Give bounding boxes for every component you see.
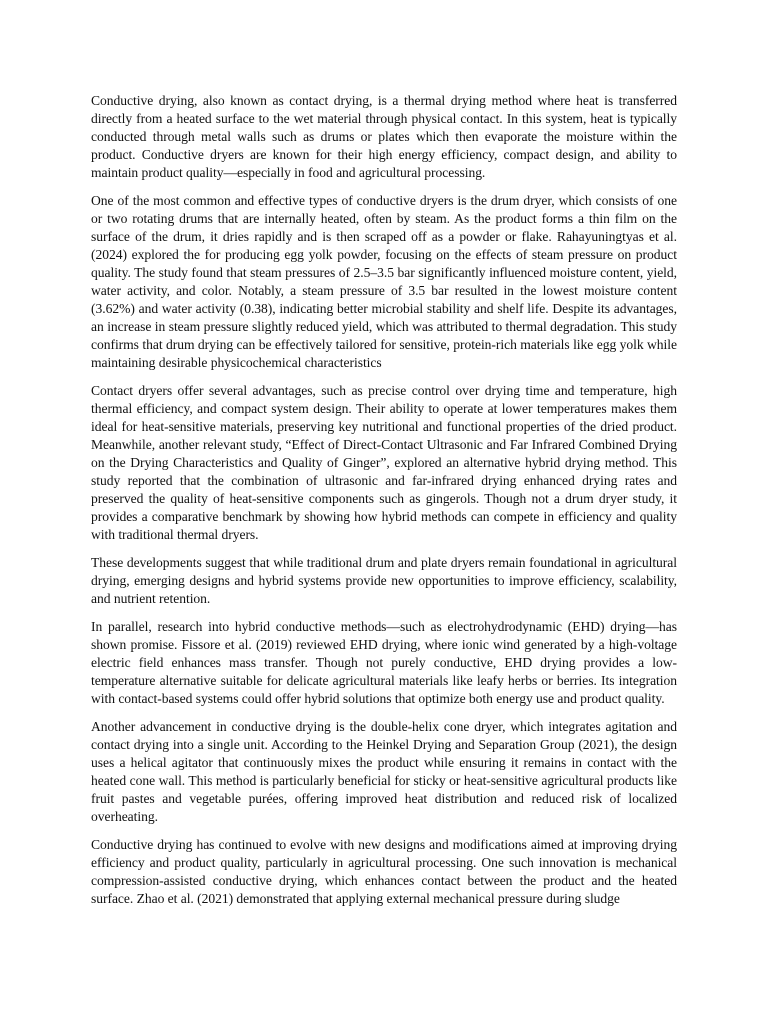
paragraph-mechanical-compression: Conductive drying has continued to evolve with new designs and modifications aimed at improving drying efficiency and product quality, particularly in agricultural processing. One such innovation is mechanical compression-assisted conductive drying, which enhances contact between the product and the heated surface. Zhao et al. (2021) demonstrated that applying external mechanical pressure during sludge: [91, 837, 677, 906]
paragraph-contact-dryer-advantages: Contact dryers offer several advantages, such as precise control over drying time and temperature, high thermal efficiency, and compact system design. Their ability to operate at lower temperatures makes them ideal for heat-sensitive materials, preserving key nutritional and functional properties of the dried product. Meanwhile, another relevant study, “Effect of Direct-Contact Ultrasonic and Far Infrared Combined Drying on the Drying Characteristics and Quality of Ginger”, explored an alternative hybrid drying method. This study reported that the combination of ultrasonic and far-infrared drying enhanced drying rates and preserved the quality of heat-sensitive components such as gingerols. Though not a drum dryer study, it provides a comparative benchmark by showing how hybrid methods can compete in efficiency and quality with traditional thermal dryers.: [91, 383, 677, 542]
document-body: [91, 92, 677, 908]
paragraph-conductive-drying-intro: Conductive drying, also known as contact drying, is a thermal drying method where heat is transferred directly from a heated surface to the wet material through physical contact. In this system, heat is typically conducted through metal walls such as drums or plates which then evaporate the moisture within the product. Conductive dryers are known for their high energy efficiency, compact design, and ability to maintain product quality—especially in food and agricultural processing.: [91, 93, 677, 180]
paragraph-double-helix-cone-dryer: Another advancement in conductive drying is the double-helix cone dryer, which integrates agitation and contact drying into a single unit. According to the Heinkel Drying and Separation Group (2021), the design uses a helical agitator that continuously mixes the product while ensuring it remains in contact with the heated cone wall. This method is particularly beneficial for sticky or heat-sensitive agricultural products like fruit pastes and vegetable purées, offering improved heat distribution and reduced risk of localized overheating.: [91, 719, 677, 824]
paragraph-ehd-drying: In parallel, research into hybrid conductive methods—such as electrohydrodynamic (EHD) drying—has shown promise. Fissore et al. (2019) reviewed EHD drying, where ionic wind generated by a high-voltage electric field enhances mass transfer. Though not purely conductive, EHD drying provides a low-temperature alternative suitable for delicate agricultural materials like leafy herbs or berries. Its integration with contact-based systems could offer hybrid solutions that optimize both energy use and product quality.: [91, 619, 677, 706]
paragraph-drum-dryer: One of the most common and effective types of conductive dryers is the drum dryer, which consists of one or two rotating drums that are internally heated, often by steam. As the product forms a thin film on the surface of the drum, it dries rapidly and is then scraped off as a powder or flake. Rahayuningtyas et al. (2024) explored the for producing egg yolk powder, focusing on the effects of steam pressure on product quality. The study found that steam pressures of 2.5–3.5 bar significantly influenced moisture content, yield, water activity, and color. Notably, a steam pressure of 3.5 bar resulted in the lowest moisture content (3.62%) and water activity (0.38), indicating better microbial stability and shelf life. Despite its advantages, an increase in steam pressure slightly reduced yield, which was attributed to thermal degradation. This study confirms that drum drying can be effectively tailored for sensitive, protein-rich materials like egg yolk while maintaining desirable physicochemical characteristics: [91, 193, 677, 370]
paragraph-developments: These developments suggest that while traditional drum and plate dryers remain foundational in agricultural drying, emerging designs and hybrid systems provide new opportunities to improve efficiency, scalability, and nutrient retention.: [91, 555, 677, 606]
